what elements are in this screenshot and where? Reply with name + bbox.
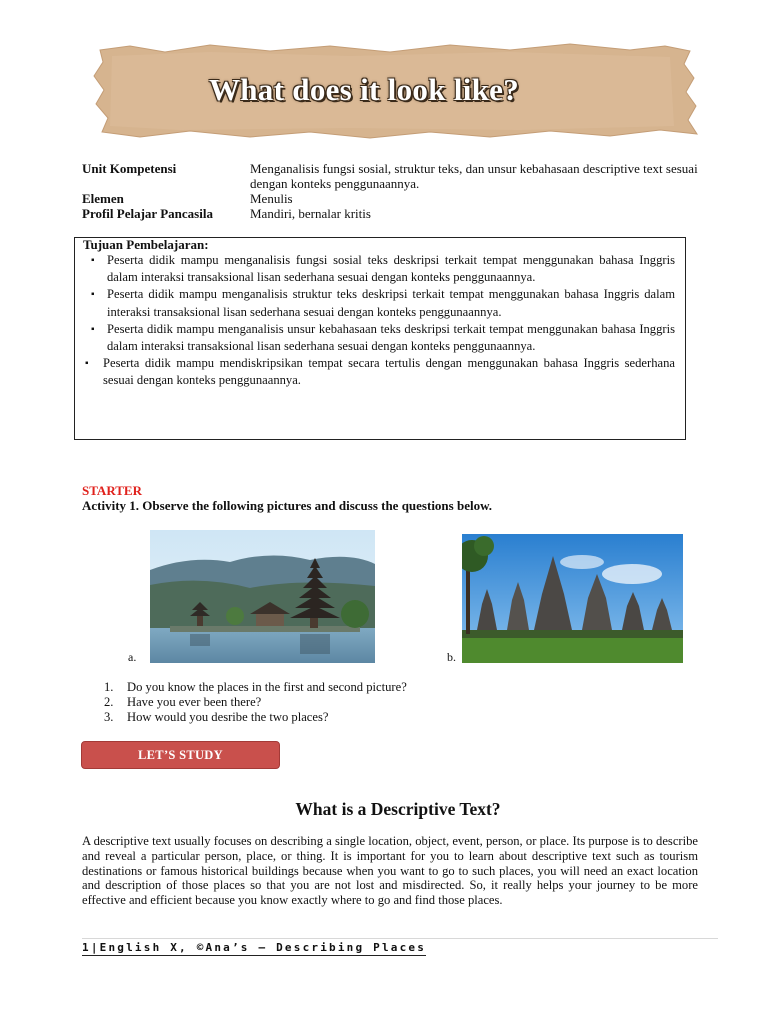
info-label: Unit Kompetensi [82,161,177,176]
objective-text: Peserta didik mampu menganalisis unsur kebahasaan teks deskripsi terkait tempat menggunakan bahasa Inggris dalam interaksi transaksional lisan sederhana sesuai dengan konteks penggunaannya. [107,321,675,354]
question-item [104,695,407,710]
descriptive-text-paragraph: A descriptive text usually focuses on describing a single location, object, event, person, or place. Its purpose is to describe and reveal a particular person, place, or thing. It is important for you to learn about descriptive text such as tourism destinations or famous historical buildings because when you want to go to such places, you will need an exact location and description of those places so that you are not lost and misdirected. So, it really helps your journey to be more effective and efficient because you know exactly where to go and find those places. [82,834,698,908]
question-item [104,680,407,695]
objective-item [83,252,675,286]
page-footer: 1|English X, ©Ana’s – Describing Places [82,941,427,954]
section-title: What is a Descriptive Text? [295,799,501,819]
title-banner [90,42,705,140]
question-text: Have you ever been there? [127,695,262,709]
lets-study-button[interactable]: LET’S STUDY [81,741,280,769]
objective-text: Peserta didik mampu menganalisis fungsi sosial teks deskripsi terkait tempat menggunakan bahasa Inggris dalam interaksi transaksional lisan sederhana sesuai dengan konteks penggunaannya. [107,253,675,285]
objective-text: Peserta didik mampu mendiskripsikan tempat secara tertulis dengan menggunakan bahasa Inggris sederhana sesuai dengan konteks penggunaannya. [103,356,675,388]
picture-prambanan-temple [462,534,683,663]
question-number: 1. [104,680,114,694]
objectives-heading: Tujuan Pembelajaran: [83,237,209,252]
page-title: What does it look like? [208,72,520,107]
info-value: Menganalisis fungsi sosial, struktur teks, dan unsur kebahasaan descriptive text sesuai dengan konteks penggunaannya. [250,161,698,191]
question-number: 3. [104,710,114,724]
objective-item [83,286,675,320]
question-number: 2. [104,695,114,709]
starter-heading: STARTER [82,483,142,498]
discussion-questions [104,680,407,725]
question-text: How would you desribe the two places? [127,710,329,724]
objectives-list [83,252,675,390]
square-bullet-icon: ▪ [91,289,95,301]
info-value: Menulis [250,191,293,206]
picture-a-label: a. [128,650,137,664]
footer-divider [82,938,718,939]
picture-lake-temple [150,530,375,663]
info-label: Elemen [82,191,124,206]
learning-objectives-box [74,237,686,440]
info-label: Profil Pelajar Pancasila [82,206,213,221]
info-value: Mandiri, bernalar kritis [250,206,371,221]
square-bullet-icon: ▪ [91,323,95,335]
square-bullet-icon: ▪ [85,358,89,370]
square-bullet-icon: ▪ [91,255,95,266]
activity-instruction: Activity 1. Observe the following pictures and discuss the questions below. [82,498,493,513]
question-text: Do you know the places in the first and second picture? [127,680,407,694]
objective-item [83,355,675,389]
objective-text: Peserta didik mampu menganalisis struktur teks deskripsi terkait tempat menggunakan bahasa Inggris dalam interaksi transaksional lisan sederhana sesuai dengan konteks penggunaannya. [107,287,675,319]
picture-b-label: b. [447,650,456,664]
objective-item [83,321,675,355]
question-item [104,710,407,725]
